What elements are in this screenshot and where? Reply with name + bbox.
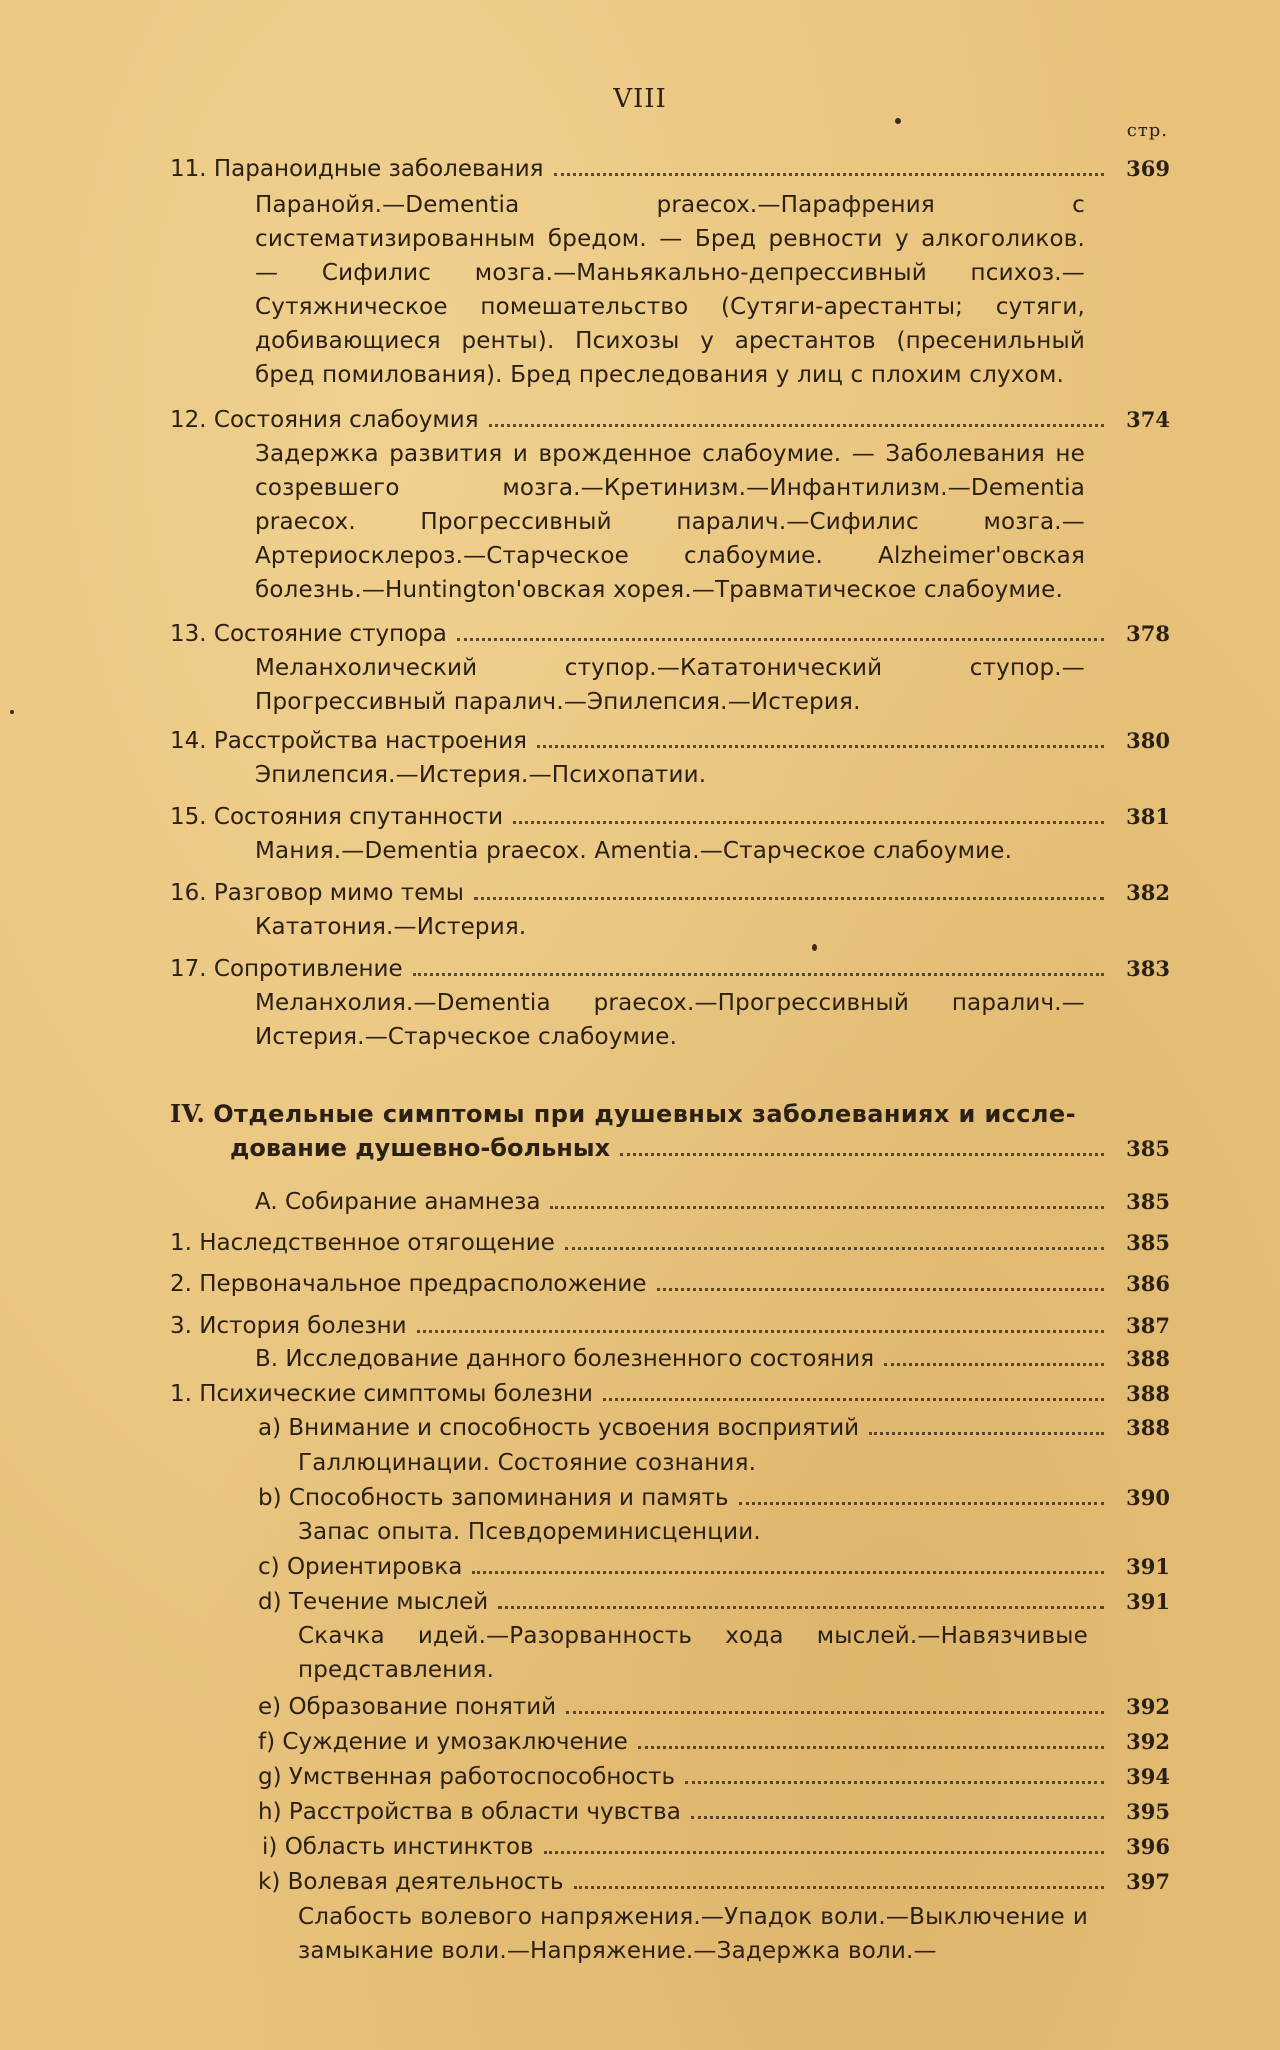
page-number-roman: VIII [613, 84, 667, 114]
entry-title: Способность запоминания и память [288, 1485, 729, 1511]
dot-leader [685, 1771, 1104, 1784]
toc-entry-16 [170, 876, 1170, 912]
toc-entry-predisposition [170, 1267, 1170, 1303]
toc-entry-i-instincts [262, 1830, 1170, 1866]
toc-entry-k-volition [258, 1865, 1170, 1901]
entry-title: Состояние ступора [213, 621, 447, 647]
dot-leader [691, 1806, 1104, 1819]
toc-entry-b-memory [258, 1481, 1170, 1517]
entry-number: A. [255, 1189, 278, 1215]
section-iv-heading [170, 1097, 1090, 1131]
entry-number: f) [258, 1729, 276, 1755]
page-column-label: стр. [1126, 120, 1168, 141]
entry-page: 392 [1126, 1729, 1170, 1754]
toc-entry-11 [170, 152, 1170, 188]
entry-description-13: Меланхолический ступор.—Кататонический ступор.—Прогрессивный паралич.—Эпилепсия.—Истерия. [255, 655, 1085, 715]
entry-number: i) [262, 1834, 278, 1860]
section-iv-heading-cont [230, 1131, 1170, 1167]
toc-entry-14 [170, 724, 1170, 760]
toc-entry-12 [170, 403, 1170, 439]
entry-number: c) [258, 1554, 280, 1580]
dot-leader [638, 1736, 1104, 1749]
entry-title: Состояния спутанности [213, 804, 504, 830]
dot-leader [489, 414, 1104, 427]
section-roman: IV. [170, 1099, 206, 1128]
dot-leader [457, 628, 1104, 641]
entry-description-16: Кататония.—Истерия. [255, 914, 527, 940]
entry-number: 1. [170, 1230, 192, 1256]
paper-speck [895, 118, 901, 124]
dot-leader [544, 1841, 1104, 1854]
entry-number: B. [255, 1346, 279, 1372]
dot-leader [739, 1492, 1104, 1505]
entry-page: 388 [1126, 1346, 1170, 1371]
entry-description-11: Паранойя.—Dementia praecox.—Парафрения с систематизированным бредом. — Бред ревности у алкоголиков. — Сифилис мозга.—Маньякально-депрессивный психоз.—Сутяжническое помешательство (Сутяги-арестанты; сутяги, добивающиеся ренты). Психозы у арестантов (пресенильный бред помилования). Бред преследования у лиц с плохим слухом. [255, 192, 1085, 388]
entry-title: История болезни [199, 1313, 407, 1339]
entry-number: 11. [170, 156, 207, 182]
dot-leader [498, 1596, 1104, 1609]
dot-leader [474, 887, 1104, 900]
dot-leader [869, 1422, 1104, 1435]
entry-page: 386 [1126, 1271, 1170, 1296]
entry-page: 388 [1126, 1381, 1170, 1406]
entry-title: Сопротивление [213, 956, 403, 982]
entry-number: 14. [170, 728, 207, 754]
toc-entry-psychic-symptoms [170, 1377, 1170, 1413]
entry-page: 390 [1126, 1485, 1170, 1510]
dot-leader [884, 1353, 1104, 1366]
dot-leader [513, 811, 1104, 824]
dot-leader [472, 1561, 1104, 1574]
toc-entry-17 [170, 952, 1170, 988]
entry-number: k) [258, 1869, 281, 1895]
entry-title: Разговор мимо темы [213, 880, 464, 906]
entry-page: 387 [1126, 1313, 1170, 1338]
entry-number: 3. [170, 1313, 192, 1339]
toc-entry-heredity [170, 1226, 1170, 1262]
entry-page: 396 [1126, 1834, 1170, 1859]
entry-page: 391 [1126, 1589, 1170, 1614]
section-title-line2: дование душевно-больных [230, 1134, 611, 1162]
paper-speck [812, 944, 817, 951]
entry-title: Состояния слабоумия [213, 407, 479, 433]
entry-page: 380 [1126, 728, 1170, 753]
entry-page: 369 [1126, 156, 1170, 181]
entry-title: Психические симптомы болезни [199, 1381, 593, 1407]
dot-leader [657, 1278, 1105, 1291]
entry-description-12: Задержка развития и врожденное слабоумие. — Заболевания не созревшего мозга.—Кретинизм.—Инфантилизм.—Dementia praecox. Прогрессивный паралич.—Сифилис мозга.—Артериосклероз.—Старческое слабоумие. Alzheimer'овская болезнь.—Huntington'овская хорея.—Травматическое слабоумие. [255, 441, 1085, 603]
entry-page: 395 [1126, 1799, 1170, 1824]
toc-entry-history [170, 1309, 1170, 1345]
entry-page: 383 [1126, 956, 1170, 981]
entry-description-a: Галлюцинации. Состояние сознания. [298, 1450, 757, 1476]
entry-title: Наследственное отягощение [199, 1230, 555, 1256]
toc-entry-g-work-capacity [258, 1760, 1170, 1796]
toc-entry-15 [170, 800, 1170, 836]
entry-page: 382 [1126, 880, 1170, 905]
dot-leader [554, 163, 1105, 176]
dot-leader [566, 1701, 1104, 1714]
paper-speck [10, 710, 14, 714]
entry-title: Образование понятий [288, 1694, 557, 1720]
toc-entry-f-judgement [258, 1725, 1170, 1761]
entry-number: 13. [170, 621, 207, 647]
entry-page: 391 [1126, 1554, 1170, 1579]
dot-leader [620, 1143, 1104, 1156]
toc-entry-d-thought [258, 1585, 1170, 1621]
entry-number: a) [258, 1415, 282, 1441]
entry-description-14: Эпилепсия.—Истерия.—Психопатии. [255, 762, 707, 788]
entry-number: 16. [170, 880, 207, 906]
entry-page: 381 [1126, 804, 1170, 829]
dot-leader [537, 735, 1104, 748]
entry-description-15: Мания.—Dementia praecox. Amentia.—Старческое слабоумие. [255, 838, 1013, 864]
entry-number: 12. [170, 407, 207, 433]
entry-number: 17. [170, 956, 207, 982]
section-page: 385 [1126, 1136, 1170, 1161]
dot-leader [417, 1320, 1104, 1333]
entry-title: Ориентировка [286, 1554, 463, 1580]
toc-entry-c-orientation [258, 1550, 1170, 1586]
entry-number: b) [258, 1485, 282, 1511]
dot-leader [574, 1876, 1104, 1889]
entry-number: 1. [170, 1381, 192, 1407]
entry-number: e) [258, 1694, 282, 1720]
entry-number: g) [258, 1764, 282, 1790]
entry-number: d) [258, 1589, 282, 1615]
entry-page: 374 [1126, 407, 1170, 432]
entry-number: 15. [170, 804, 207, 830]
entry-title: Исследование данного болезненного состояния [285, 1346, 875, 1372]
entry-description-b: Запас опыта. Псевдореминисценции. [298, 1519, 761, 1545]
entry-title: Суждение и умозаключение [282, 1729, 628, 1755]
entry-page: 397 [1126, 1869, 1170, 1894]
entry-title: Волевая деятельность [287, 1869, 564, 1895]
entry-title: Первоначальное предрасположение [199, 1271, 647, 1297]
entry-description-17: Меланхолия.—Dementia praecox.—Прогрессивный паралич.—Истерия.—Старческое слабоумие. [255, 990, 1085, 1050]
dot-leader [413, 963, 1104, 976]
toc-entry-a-attention [258, 1411, 1170, 1447]
entry-title: Внимание и способность усвоения восприятий [288, 1415, 860, 1441]
dot-leader [565, 1237, 1104, 1250]
entry-description-d: Скачка идей.—Разорванность хода мыслей.—Навязчивые представления. [298, 1623, 1088, 1683]
entry-page: 392 [1126, 1694, 1170, 1719]
toc-entry-b [255, 1342, 1170, 1378]
entry-title: Собирание анамнеза [284, 1189, 541, 1215]
entry-page: 385 [1126, 1230, 1170, 1255]
dot-leader [603, 1388, 1104, 1401]
section-title-line1: Отдельные симптомы при душевных заболеваниях и иссле- [213, 1100, 1076, 1128]
entry-page: 388 [1126, 1415, 1170, 1440]
entry-title: Умственная работоспособность [288, 1764, 676, 1790]
entry-title: Расстройства настроения [213, 728, 527, 754]
toc-entry-a [255, 1185, 1170, 1221]
entry-title: Расстройства в области чувства [288, 1799, 681, 1825]
entry-page: 385 [1126, 1189, 1170, 1214]
entry-title: Область инстинктов [284, 1834, 534, 1860]
entry-title: Течение мыслей [288, 1589, 489, 1615]
entry-page: 394 [1126, 1764, 1170, 1789]
entry-title: Параноидные заболевания [213, 156, 544, 182]
entry-description-k: Слабость волевого напряжения.—Упадок воли.—Выключение и замыкание воли.—Напряжение.—Задержка воли.— [298, 1904, 1088, 1964]
toc-entry-13 [170, 617, 1170, 653]
toc-entry-h-feeling [258, 1795, 1170, 1831]
toc-entry-e-concepts [258, 1690, 1170, 1726]
entry-number: h) [258, 1799, 282, 1825]
entry-number: 2. [170, 1271, 192, 1297]
dot-leader [550, 1196, 1104, 1209]
entry-page: 378 [1126, 621, 1170, 646]
